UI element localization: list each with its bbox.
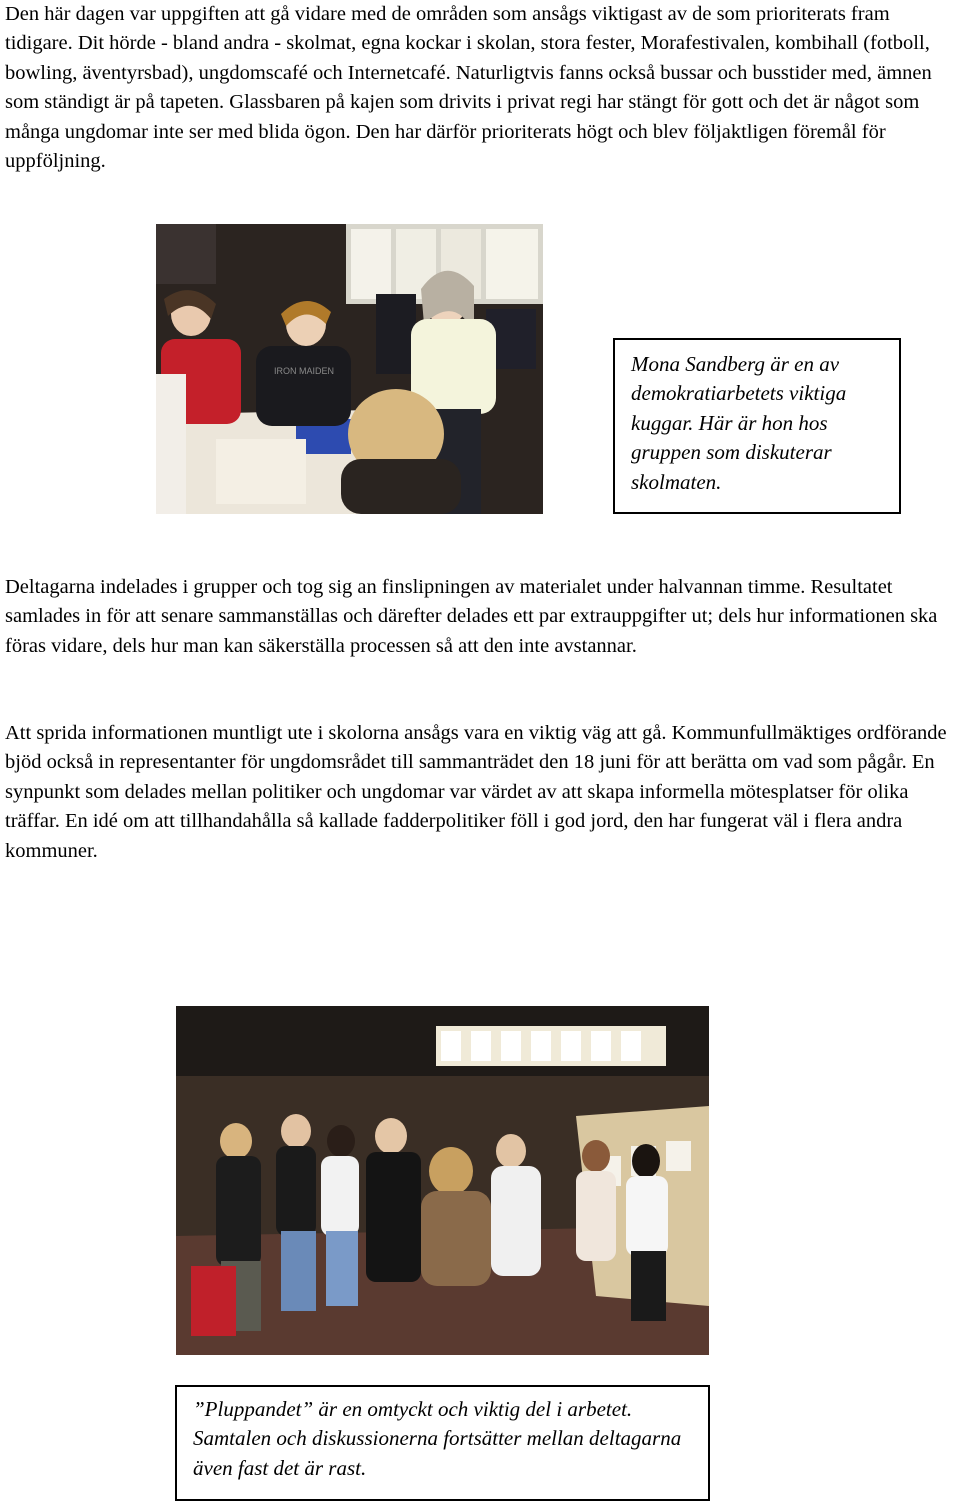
photo-caption-2: ”Pluppandet” är en omtyckt och viktig del i arbetet. Samtalen och diskussionerna fortsätter mellan deltagarna även fast det är rast. [193,1397,682,1480]
group-discussion-image [156,224,543,514]
photo-caption-box-2 [175,1385,710,1501]
photo-caption: Mona Sandberg är en av demokratiarbetets viktiga kuggar. Här är hon hos gruppen som diskuterar skolmaten. [631,352,847,494]
groups-paragraph: Deltagarna indelades i grupper och tog sig an finslipningen av materialet under halvannan timme. Resultatet samlades in för att senare sammanställas och därefter delades ett par extrauppgifter ut; dels hur informationen ska föras vidare, dels hur man kan säkerställa processen så att den inte avstannar. [5,576,938,657]
photo-caption-box [613,338,901,514]
break-mingle-image [176,1006,709,1355]
group-discussion-photo [156,224,543,514]
shirt-print: IRON MAIDEN [274,366,335,376]
intro-paragraph: Den här dagen var uppgiften att gå vidare med de områden som ansågs viktigast av de som prioriterats fram tidigare. Dit hörde - bland andra - skolmat, egna kockar i skolan, stora fester, Morafestivalen, kombihall (fotboll, bowling, äventyrsbad), ungdomscafé och Internetcafé. Naturligtvis fanns också bussar och busstider med, ämnen som ständigt är på tapeten. Glassbaren på kajen som drivits i privat regi har stängt för gott och det är något som många ungdomar inte ser med blida ögon. Den har därför prioriterats högt och blev följaktligen föremål för uppföljning. [5,3,932,173]
break-mingle-photo [176,1006,709,1355]
information-paragraph: Att sprida informationen muntligt ute i skolorna ansågs vara en viktig väg att gå. Kommunfullmäktiges ordförande bjöd också in representanter för ungdomsrådet till sammanträdet den 18 juni för att berätta om vad som pågår. En synpunkt som delades mellan politiker och ungdomar var värdet av att skapa informella mötesplatser för olika träffar. En idé om att tillhandahålla så kallade fadderpolitiker föll i god jord, den har fungerat väl i flera andra kommuner. [5,722,947,862]
